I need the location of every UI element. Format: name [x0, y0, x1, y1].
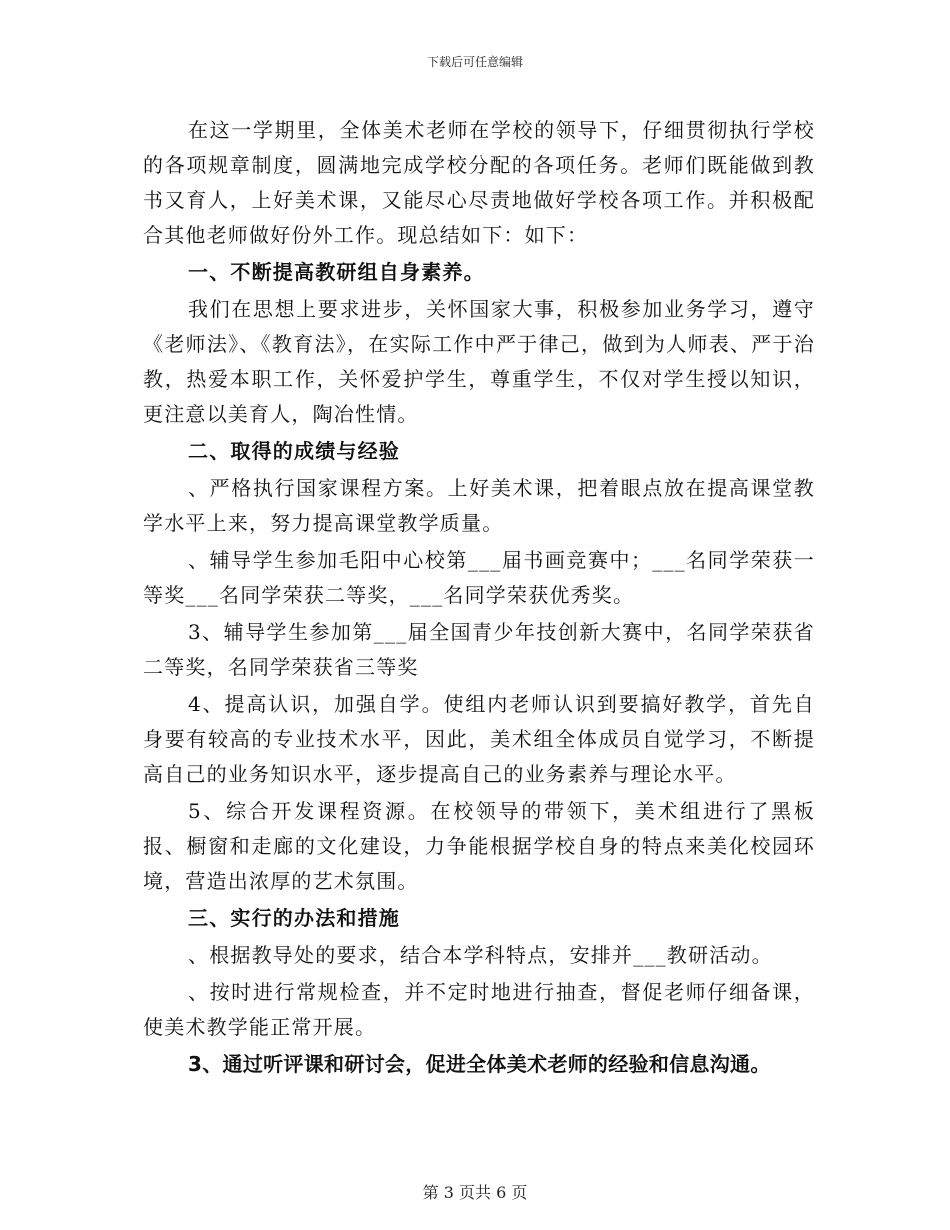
list-item-paragraph: 、严格执行国家课程方案。上好美术课，把着眼点放在提高课堂教学水平上来，努力提高课堂教学质量。	[143, 476, 815, 535]
list-item-paragraph: 、根据教导处的要求，结合本学科特点，安排并___教研活动。	[188, 943, 773, 967]
list-item-paragraph: 3、辅导学生参加第___届全国青少年技创新大赛中，名同学荣获省二等奖，名同学荣获省三等奖	[143, 620, 815, 679]
bold-list-item: 3、通过听评课和研讨会，促进全体美术老师的经验和信息沟通。	[188, 1052, 771, 1076]
page-footer: 第 3 页共 6 页	[422, 1183, 528, 1202]
list-item-paragraph: 、辅导学生参加毛阳中心校第___届书画竞赛中；___名同学荣获一等奖___名同学荣获二等奖，___名同学荣获优秀奖。	[143, 548, 815, 607]
page-header: 下载后可任意编辑	[426, 55, 523, 69]
list-item-paragraph: 、按时进行常规检查，并不定时地进行抽查，督促老师仔细备课，使美术教学能正常开展。	[143, 980, 815, 1039]
document-body	[143, 113, 815, 1084]
paragraph: 我们在思想上要求进步，关怀国家大事，积极参加业务学习，遵守《老师法》、《教育法》，在实际工作中严于律己，做到为人师表、严于治教，热爱本职工作，关怀爱护学生，尊重学生，不仅对学生授以知识，更注意以美育人，陶冶性情。	[143, 297, 815, 426]
list-item-paragraph: 4、提高认识，加强自学。使组内老师认识到要搞好教学，首先自身要有较高的专业技术水平，因此，美术组全体成员自觉学习，不断提高自己的业务知识水平，逐步提高自己的业务素养与理论水平。	[143, 692, 815, 786]
intro-paragraph: 在这一学期里，全体美术老师在学校的领导下，仔细贯彻执行学校的各项规章制度，圆满地完成学校分配的各项任务。老师们既能做到教书又育人，上好美术课，又能尽心尽责地做好学校各项工作。并积极配合其他老师做好份外工作。现总结如下：如下：	[143, 118, 815, 247]
section-heading-1: 一、不断提高教研组自身素养。	[188, 260, 485, 284]
list-item-paragraph: 5、综合开发课程资源。在校领导的带领下，美术组进行了黑板报、橱窗和走廊的文化建设，力争能根据学校自身的特点来美化校园环境，营造出浓厚的艺术氛围。	[143, 799, 815, 893]
section-heading-3: 三、实行的办法和措施	[188, 906, 400, 930]
section-heading-2: 二、取得的成绩与经验	[188, 439, 400, 463]
